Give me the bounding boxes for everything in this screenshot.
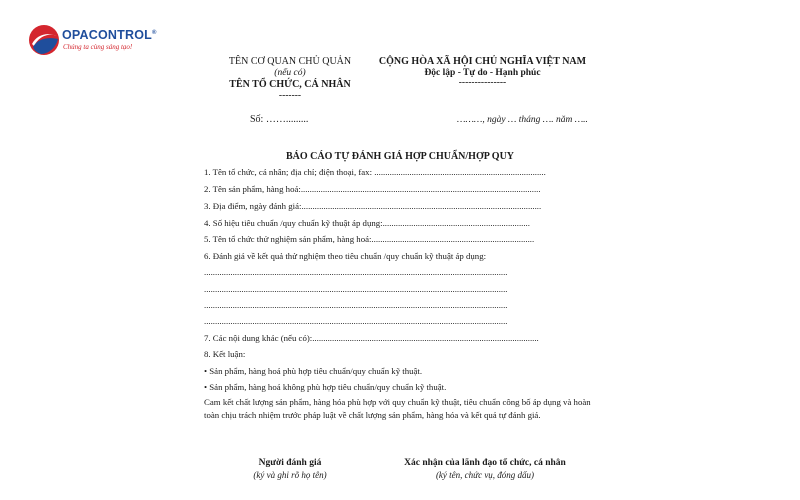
commitment-paragraph: Cam kết chất lượng sản phẩm, hàng hóa phù hợp với quy chuẩn kỹ thuật, tiêu chuẩn công bố áp dụng và hoàn toàn chịu trách nhiệm trước pháp luật về chất lượng sản phẩm, hàng hóa và kết quả tự đánh giá.	[204, 397, 591, 420]
header-right-divider: ---------------	[458, 78, 507, 88]
item-organization: 1. Tên tổ chức, cá nhân; địa chỉ; điện thoại, fax: ..............................................................................	[204, 167, 546, 177]
item-product: 2. Tên sản phẩm, hàng hoá:.............................................................................................................	[204, 184, 541, 194]
conclusion-nonconforming: • Sản phẩm, hàng hoá không phù hợp tiêu chuẩn/quy chuẩn kỹ thuật.	[204, 382, 447, 392]
header-agency-note: (nếu có)	[274, 68, 306, 78]
report-title: BÁO CÁO TỰ ĐÁNH GIÁ HỢP CHUẨN/HỢP QUY	[285, 151, 515, 162]
blank-line: ..........................................................................................................................................	[204, 316, 508, 326]
header-agency: TÊN CƠ QUAN CHỦ QUẢN	[228, 56, 352, 67]
signature-evaluator-note: (ký và ghi rõ họ tên)	[253, 470, 327, 480]
header-country: CỘNG HÒA XÃ HỘI CHỦ NGHĨA VIỆT NAM	[378, 56, 587, 67]
item-location-date: 3. Địa điểm, ngày đánh giá:.............................................................................................................	[204, 201, 542, 211]
header-motto: Độc lập - Tự do - Hạnh phúc	[424, 68, 541, 78]
item-testing-org: 5. Tên tổ chức thử nghiệm sản phẩm, hàng hoá:..........................................................................	[204, 234, 535, 244]
item-standard: 4. Số hiệu tiêu chuẩn /quy chuẩn kỹ thuật áp dụng:...................................................................	[204, 218, 530, 228]
logo-slogan: Chúng ta cùng sáng tạo!	[63, 43, 133, 51]
blank-line: ..........................................................................................................................................	[204, 267, 508, 277]
blank-line: ..........................................................................................................................................	[204, 300, 508, 310]
logo-name: OPACONTROL®	[62, 28, 157, 42]
document-number: Số: …….........	[250, 114, 309, 125]
signature-evaluator-title: Người đánh giá	[258, 458, 322, 468]
item-conclusion: 8. Kết luận:	[204, 349, 246, 359]
item-other: 7. Các nội dung khác (nếu có):.......................................................................................................	[204, 333, 539, 343]
header-left-divider: -------	[278, 91, 302, 101]
document-date: ………, ngày … tháng …. năm …..	[457, 115, 588, 125]
item-evaluation: 6. Đánh giá về kết quả thử nghiệm theo tiêu chuẩn /quy chuẩn kỹ thuật áp dụng:	[204, 251, 487, 261]
blank-line: ..........................................................................................................................................	[204, 284, 508, 294]
conclusion-conforming: • Sản phẩm, hàng hoá phù hợp tiêu chuẩn/quy chuẩn kỹ thuật.	[204, 366, 423, 376]
signature-leader-title: Xác nhận của lãnh đạo tổ chức, cá nhân	[404, 458, 566, 468]
company-logo	[28, 24, 178, 58]
header-organization: TÊN TỔ CHỨC, CÁ NHÂN	[229, 79, 351, 90]
logo-circle-icon	[28, 24, 60, 56]
signature-leader-note: (ký tên, chức vụ, đóng dấu)	[435, 470, 535, 480]
